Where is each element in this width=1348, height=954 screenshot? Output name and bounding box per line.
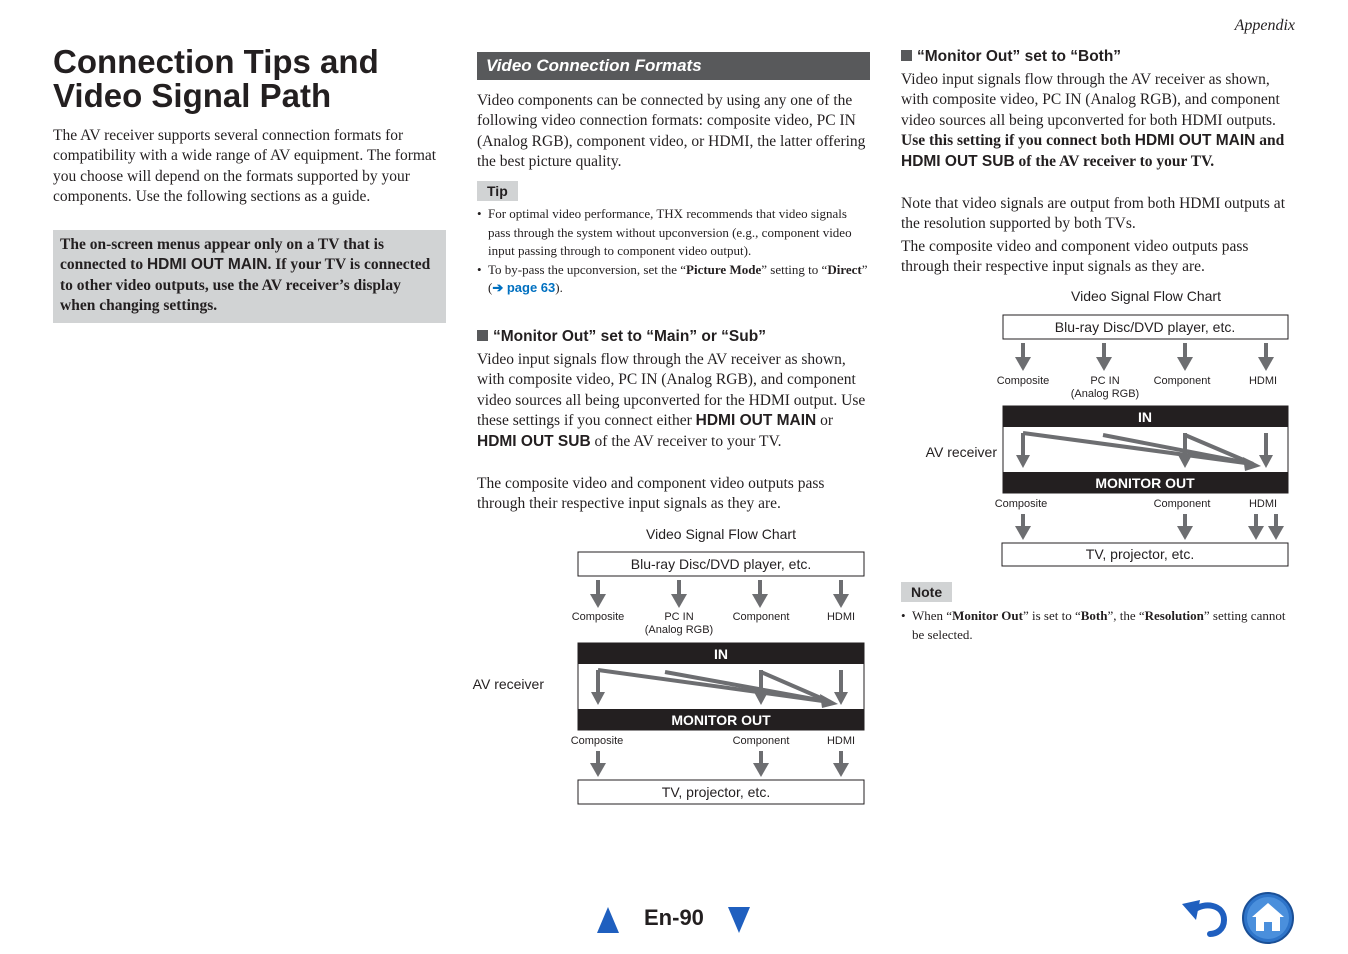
source-label: Blu-ray Disc/DVD player, etc.	[630, 556, 812, 572]
in-pcin: PC IN	[1090, 375, 1120, 387]
section-bar: Video Connection Formats	[477, 52, 870, 80]
tip-item: • To by-pass the upconversion, set the “Picture Mode” setting to “Direct” (➔ page 63).	[477, 261, 869, 298]
down-arrow-icon	[590, 580, 606, 608]
down-arrow-icon	[1096, 343, 1112, 371]
receiver-label: AV receiver	[925, 444, 997, 460]
down-arrow-icon	[1258, 343, 1274, 371]
tip-item: • For optimal video performance, THX recommends that video signals pass through the system without upconversion (e.g., component video input passing through to component video output).	[477, 205, 869, 261]
down-arrow-icon	[1177, 343, 1193, 371]
note-item: • When “Monitor Out” is set to “Both”, the “Resolution” setting cannot be selected.	[901, 607, 1294, 644]
in-label: IN	[1138, 409, 1152, 425]
page-title-line1: Connection Tips and	[53, 43, 379, 80]
monitor-label: MONITOR OUT	[671, 712, 771, 728]
in-hdmi: HDMI	[826, 611, 856, 623]
sink-label: TV, projector, etc.	[661, 784, 771, 800]
section-label: Appendix	[1234, 17, 1295, 34]
monitor-label: MONITOR OUT	[1095, 475, 1195, 491]
flow-chart-main-sub	[470, 520, 880, 815]
tip-label: Tip	[477, 181, 518, 201]
home-icon[interactable]	[1241, 891, 1295, 945]
input-arrows	[590, 580, 849, 608]
out-composite: Composite	[570, 735, 624, 747]
passthrough-paragraph: The composite video and component video outputs pass through their respective input signals as they are.	[477, 475, 825, 513]
in-composite: Composite	[571, 611, 625, 623]
in-pcin: PC IN	[664, 611, 694, 623]
down-arrow-icon	[833, 580, 849, 608]
notice-emphasis: HDMI OUT MAIN	[146, 256, 268, 274]
in-hdmi: HDMI	[1248, 375, 1278, 387]
in-pcin-sub: (Analog RGB)	[644, 624, 714, 636]
down-arrow-icon	[1015, 343, 1031, 371]
main-sub-paragraph: Video input signals flow through the AV receiver as shown, with composite video, PC IN (Analog RGB), and component video sources all being upconverted for the HDMI output. Use these settings if you connect either HDMI OUT MAIN or HDMI OUT SUB of the AV receiver to your TV.	[477, 351, 866, 450]
in-composite: Composite	[996, 375, 1050, 387]
source-label: Blu-ray Disc/DVD player, etc.	[1054, 319, 1236, 335]
subhead-main-sub: “Monitor Out” set to “Main” or “Sub”	[477, 327, 766, 347]
in-component: Component	[732, 611, 790, 623]
page-title	[53, 45, 433, 113]
page-title-line2: Video Signal Path	[53, 77, 332, 114]
down-arrow-icon[interactable]	[727, 906, 751, 934]
down-arrow-icon	[833, 751, 849, 777]
down-arrow-icon	[753, 751, 769, 777]
out-component: Component	[1153, 498, 1211, 510]
notice-box	[53, 230, 446, 323]
down-arrow-icon	[1177, 514, 1193, 540]
down-arrow-icon	[1248, 514, 1264, 540]
note-list	[901, 607, 1294, 644]
in-pcin-sub: (Analog RGB)	[1070, 388, 1140, 400]
flow-chart-both	[895, 282, 1305, 572]
both-passthrough-paragraph: The composite video and component video outputs pass through their respective input signals as they are.	[901, 238, 1249, 276]
page-link[interactable]: ➔ page 63	[492, 280, 556, 295]
in-component: Component	[1153, 375, 1211, 387]
square-bullet-icon	[901, 50, 912, 61]
page-number: En-90	[644, 905, 704, 930]
sink-label: TV, projector, etc.	[1085, 546, 1195, 562]
out-composite: Composite	[994, 498, 1048, 510]
back-icon[interactable]	[1180, 896, 1230, 938]
input-arrows	[1015, 343, 1274, 371]
formats-intro: Video components can be connected by using any one of the following video connection formats: composite video, PC IN (Analog RGB), component video, or HDMI, the latter offering the best picture quality.	[477, 92, 866, 171]
out-hdmi: HDMI	[826, 735, 856, 747]
chart-title: Video Signal Flow Chart	[1071, 288, 1221, 304]
out-hdmi: HDMI	[1248, 498, 1278, 510]
intro-paragraph: The AV receiver supports several connection formats for compatibility with a wide range of AV equipment. The format you choose will depend on the formats supported by your components. Use the following sections as a guide.	[53, 127, 437, 206]
in-label: IN	[714, 646, 728, 662]
receiver-label: AV receiver	[472, 676, 544, 692]
out-component: Component	[732, 735, 790, 747]
output-arrows	[1015, 514, 1284, 540]
resolution-paragraph: Note that video signals are output from both HDMI outputs at the resolution supported by both TVs.	[901, 195, 1285, 233]
tip-list	[477, 205, 869, 298]
down-arrow-icon	[752, 580, 768, 608]
chart-title: Video Signal Flow Chart	[646, 526, 796, 542]
down-arrow-icon	[1268, 514, 1284, 540]
notice-text: The on-screen menus appear only on a TV that is connected to	[60, 236, 384, 274]
down-arrow-icon	[590, 751, 606, 777]
down-arrow-icon	[671, 580, 687, 608]
notice-text-end: . If your TV is connected to other video outputs, use the AV receiver’s display when changing settings.	[60, 256, 431, 315]
up-arrow-icon[interactable]	[596, 906, 620, 934]
both-paragraph: Video input signals flow through the AV receiver as shown, with composite video, PC IN (Analog RGB), and component video sources all being upconverted for both HDMI outputs. Use this setting if you connect both HDMI OUT MAIN and HDMI OUT SUB of the AV receiver to your TV.	[901, 71, 1285, 170]
note-label: Note	[901, 582, 952, 602]
output-arrows	[590, 751, 849, 777]
square-bullet-icon	[477, 330, 488, 341]
down-arrow-icon	[1015, 514, 1031, 540]
subhead-both: “Monitor Out” set to “Both”	[901, 47, 1121, 67]
